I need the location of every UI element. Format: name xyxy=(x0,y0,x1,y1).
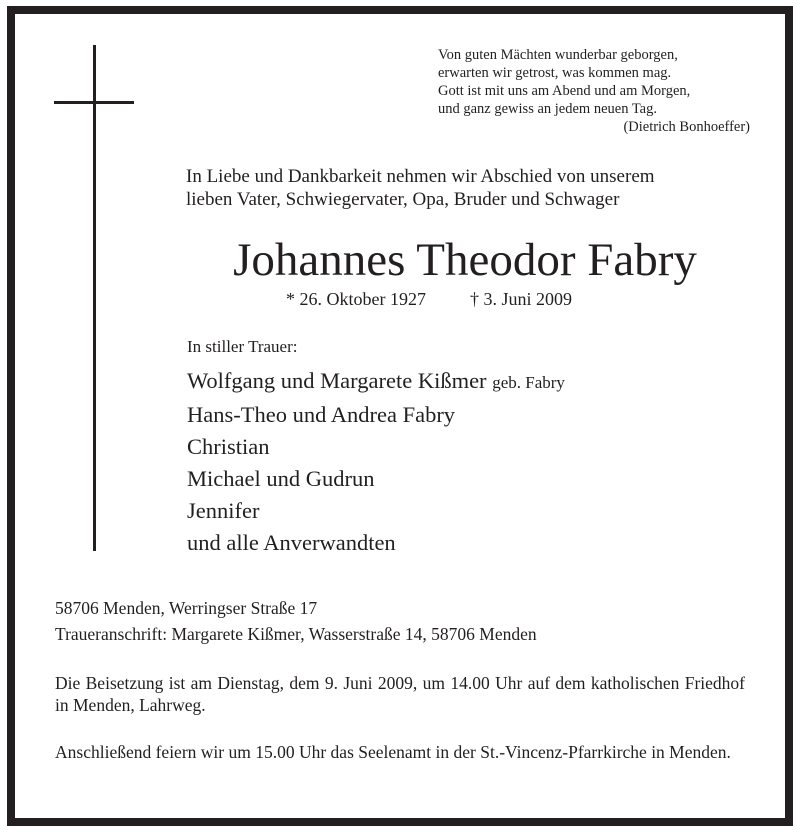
burial-info: Die Beisetzung ist am Dienstag, dem 9. Juni 2009, um 14.00 Uhr auf dem katholischen Friedhof in Menden, Lahrweg. xyxy=(55,673,745,715)
intro-text xyxy=(186,165,746,211)
mass-info: Anschließend feiern wir um 15.00 Uhr das Seelenamt in der St.-Vincenz-Pfarrkirche in Menden. xyxy=(55,742,731,762)
cross-icon xyxy=(93,45,96,551)
mourner-entry: Hans-Theo und Andrea Fabry xyxy=(187,402,456,427)
life-dates xyxy=(286,288,572,310)
home-address: 58706 Menden, Werringser Straße 17 xyxy=(55,598,318,618)
poem-quote xyxy=(438,46,750,136)
birth-date: * 26. Oktober 1927 xyxy=(286,289,426,309)
mourners-label: In stiller Trauer: xyxy=(187,337,298,356)
mourner-entry xyxy=(187,365,565,399)
mourner-name: Wolfgang und Margarete Kißmer xyxy=(187,368,487,393)
intro-line: In Liebe und Dankbarkeit nehmen wir Abschied von unserem xyxy=(186,166,655,187)
death-date: † 3. Juni 2009 xyxy=(469,289,572,309)
mourners-list xyxy=(187,365,565,559)
poem-line: Gott ist mit uns am Abend und am Morgen, xyxy=(438,83,691,99)
poem-line: und ganz gewiss an jedem neuen Tag. xyxy=(438,101,657,117)
mourner-entry: Christian xyxy=(187,434,270,459)
poem-line: erwarten wir getrost, was kommen mag. xyxy=(438,65,672,81)
poem-author: (Dietrich Bonhoeffer) xyxy=(623,119,750,135)
address-block xyxy=(55,595,537,647)
mourner-entry: und alle Anverwandten xyxy=(187,530,396,555)
intro-line: lieben Vater, Schwiegervater, Opa, Bruder und Schwager xyxy=(186,189,620,210)
mourner-entry: Michael und Gudrun xyxy=(187,466,375,491)
mourner-note: geb. Fabry xyxy=(492,373,565,392)
mourning-address: Traueranschrift: Margarete Kißmer, Wasserstraße 14, 58706 Menden xyxy=(55,624,537,644)
cross-icon-crossbar xyxy=(54,101,134,104)
poem-line: Von guten Mächten wunderbar geborgen, xyxy=(438,47,678,63)
mourner-entry: Jennifer xyxy=(187,498,260,523)
deceased-name: Johannes Theodor Fabry xyxy=(233,234,697,286)
